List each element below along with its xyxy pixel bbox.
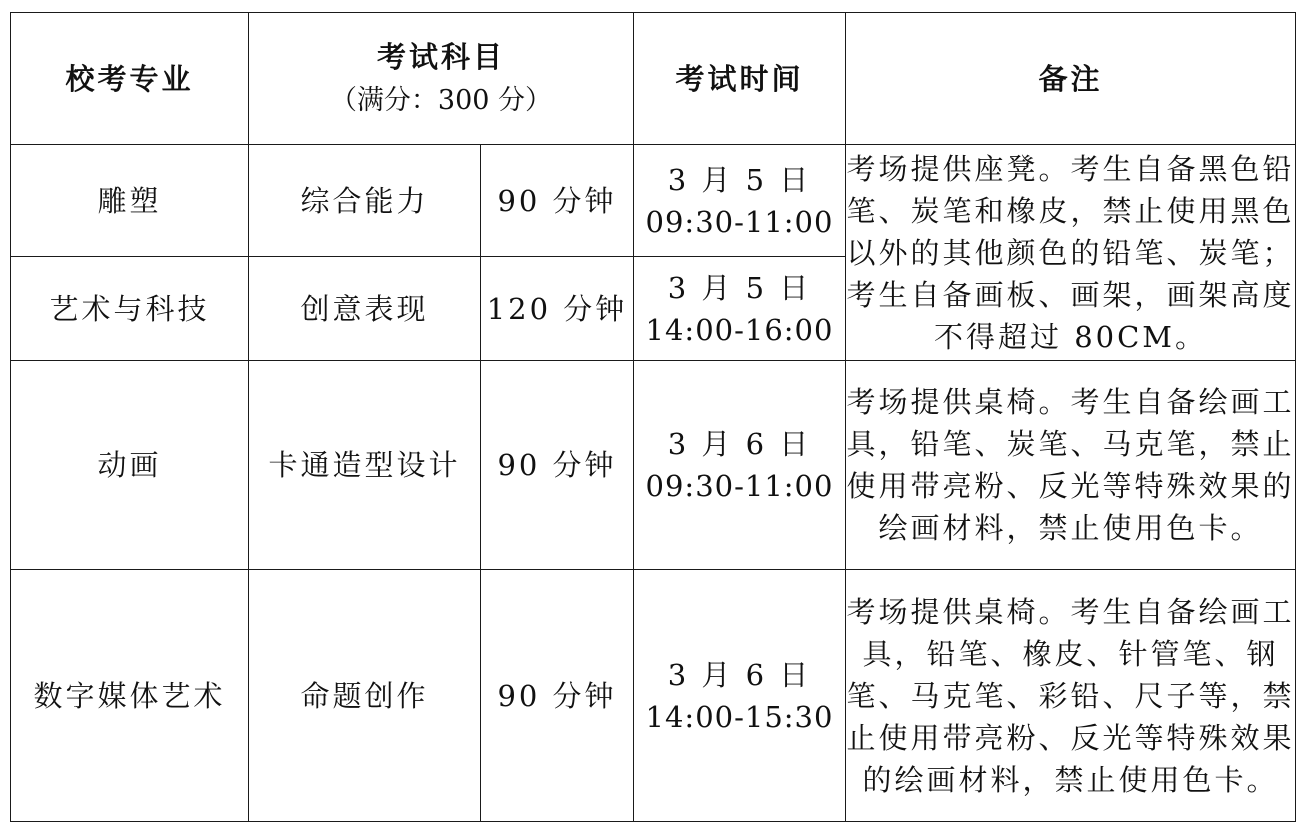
remark-cell: 考场提供桌椅。考生自备绘画工具，铅笔、炭笔、马克笔，禁止使用带亮粉、反光等特殊效果的绘画材料，禁止使用色卡。 — [846, 361, 1296, 570]
table-header-row — [11, 13, 1296, 145]
subject-cell: 创意表现 — [249, 257, 481, 361]
time-cell — [634, 570, 846, 822]
exam-date: 3 月 5 日 — [667, 162, 812, 197]
header-time: 考试时间 — [634, 13, 846, 145]
table-row — [11, 570, 1296, 822]
major-cell: 动画 — [11, 361, 249, 570]
subject-cell: 综合能力 — [249, 145, 481, 257]
subject-cell: 卡通造型设计 — [249, 361, 481, 570]
header-remark: 备注 — [846, 13, 1296, 145]
duration-cell: 90 分钟 — [481, 145, 634, 257]
remark-cell: 考场提供桌椅。考生自备绘画工具，铅笔、橡皮、针管笔、钢笔、马克笔、彩铅、尺子等，禁止使用带亮粉、反光等特殊效果的绘画材料，禁止使用色卡。 — [846, 570, 1296, 822]
duration-cell: 90 分钟 — [481, 361, 634, 570]
table-row — [11, 145, 1296, 257]
duration-cell: 90 分钟 — [481, 570, 634, 822]
header-major: 校考专业 — [11, 13, 249, 145]
exam-time: 14:00-16:00 — [645, 312, 834, 347]
remark-cell: 考场提供座凳。考生自备黑色铅笔、炭笔和橡皮，禁止使用黑色以外的其他颜色的铅笔、炭笔；考生自备画板、画架，画架高度不得超过 80CM。 — [846, 145, 1296, 361]
exam-date: 3 月 5 日 — [667, 270, 812, 305]
header-subject — [249, 13, 634, 145]
major-cell: 艺术与科技 — [11, 257, 249, 361]
major-cell: 雕塑 — [11, 145, 249, 257]
table-row — [11, 361, 1296, 570]
major-cell: 数字媒体艺术 — [11, 570, 249, 822]
exam-time: 09:30-11:00 — [645, 204, 834, 239]
exam-time: 14:00-15:30 — [645, 699, 834, 734]
time-cell — [634, 361, 846, 570]
time-cell — [634, 257, 846, 361]
exam-schedule-table — [10, 12, 1296, 822]
subject-cell: 命题创作 — [249, 570, 481, 822]
exam-date: 3 月 6 日 — [667, 657, 812, 692]
header-subject-title: 考试科目 — [376, 39, 505, 74]
exam-date: 3 月 6 日 — [667, 427, 812, 461]
duration-cell: 120 分钟 — [481, 257, 634, 361]
exam-time: 09:30-11:00 — [645, 469, 834, 503]
header-subject-note: （满分：300 分） — [329, 84, 553, 116]
time-cell — [634, 145, 846, 257]
